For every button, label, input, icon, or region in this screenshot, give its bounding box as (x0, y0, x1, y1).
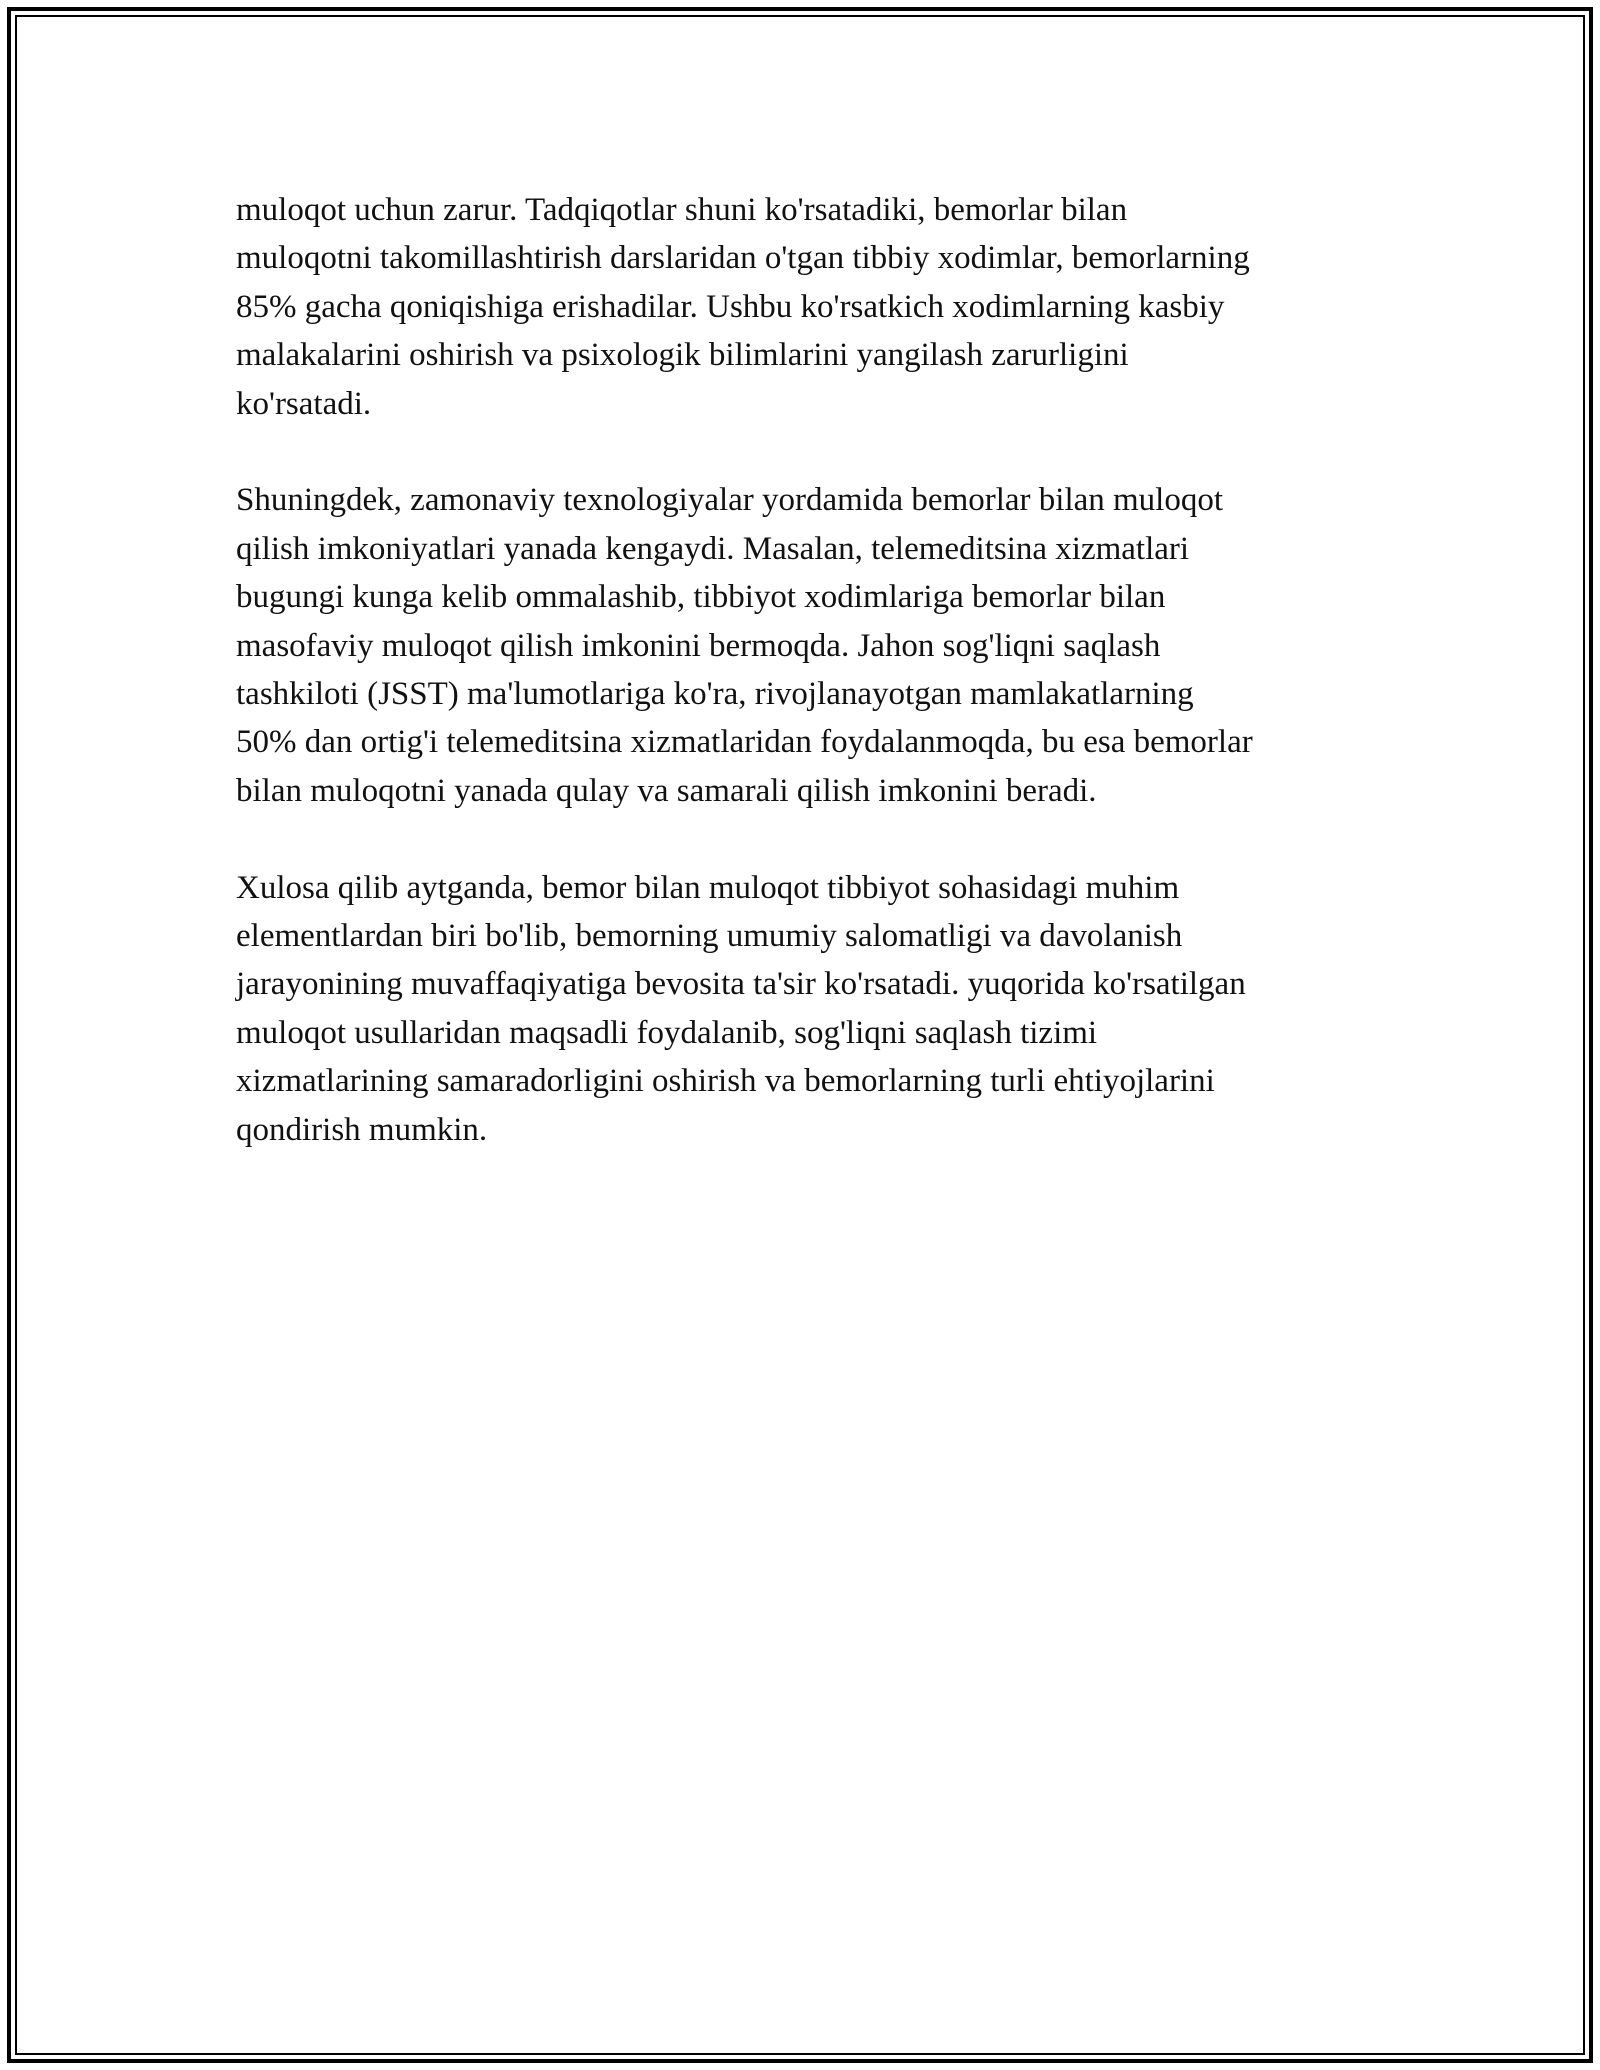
text-line: Xulosa qilib aytganda, bemor bilan muloqot tibbiyot sohasidagi muhim (236, 869, 1180, 906)
text-line: jarayonining muvaffaqiyatiga bevosita ta'sir ko'rsatadi. yuqorida ko'rsatilgan (236, 966, 1246, 1003)
text-line: malakalarini oshirish va psixologik bilimlarini yangilash zarurligini (236, 337, 1129, 374)
text-line: muloqot uchun zarur. Tadqiqotlar shuni ko'rsatadiki, bemorlar bilan (236, 192, 1128, 228)
text-line: qondirish mumkin. (236, 1111, 488, 1148)
paragraph-3 (236, 864, 1396, 1154)
text-line: 50% dan ortig'i telemeditsina xizmatlaridan foydalanmoqda, bu esa bemorlar (236, 724, 1253, 761)
paragraph-2 (236, 476, 1396, 815)
text-line: ko'rsatadi. (236, 385, 372, 422)
document-body (236, 186, 1396, 1202)
text-line: xizmatlarining samaradorligini oshirish va bemorlarning turli ehtiyojlarini (236, 1063, 1215, 1100)
text-line: bilan muloqotni yanada qulay va samarali qilish imkonini beradi. (236, 772, 1097, 809)
text-line: 85% gacha qoniqishiga erishadilar. Ushbu ko'rsatkich xodimlarning kasbiy (236, 288, 1225, 325)
text-line: bugungi kunga kelib ommalashib, tibbiyot xodimlariga bemorlar bilan (236, 579, 1166, 616)
text-line: tashkiloti (JSST) ma'lumotlariga ko'ra, rivojlanayotgan mamlakatlarning (236, 676, 1194, 713)
text-line: qilish imkoniyatlari yanada kengaydi. Masalan, telemeditsina xizmatlari (236, 530, 1190, 567)
text-line: muloqotni takomillashtirish darslaridan o'tgan tibbiy xodimlar, bemorlarning (236, 240, 1250, 277)
text-line: Shuningdek, zamonaviy texnologiyalar yordamida bemorlar bilan muloqot (236, 482, 1224, 519)
paragraph-1 (236, 186, 1396, 428)
text-line: masofaviy muloqot qilish imkonini bermoqda. Jahon sog'liqni saqlash (236, 627, 1161, 664)
text-line: muloqot usullaridan maqsadli foydalanib, sog'liqni saqlash tizimi (236, 1014, 1098, 1051)
text-line: elementlardan biri bo'lib, bemorning umumiy salomatligi va davolanish (236, 918, 1183, 955)
